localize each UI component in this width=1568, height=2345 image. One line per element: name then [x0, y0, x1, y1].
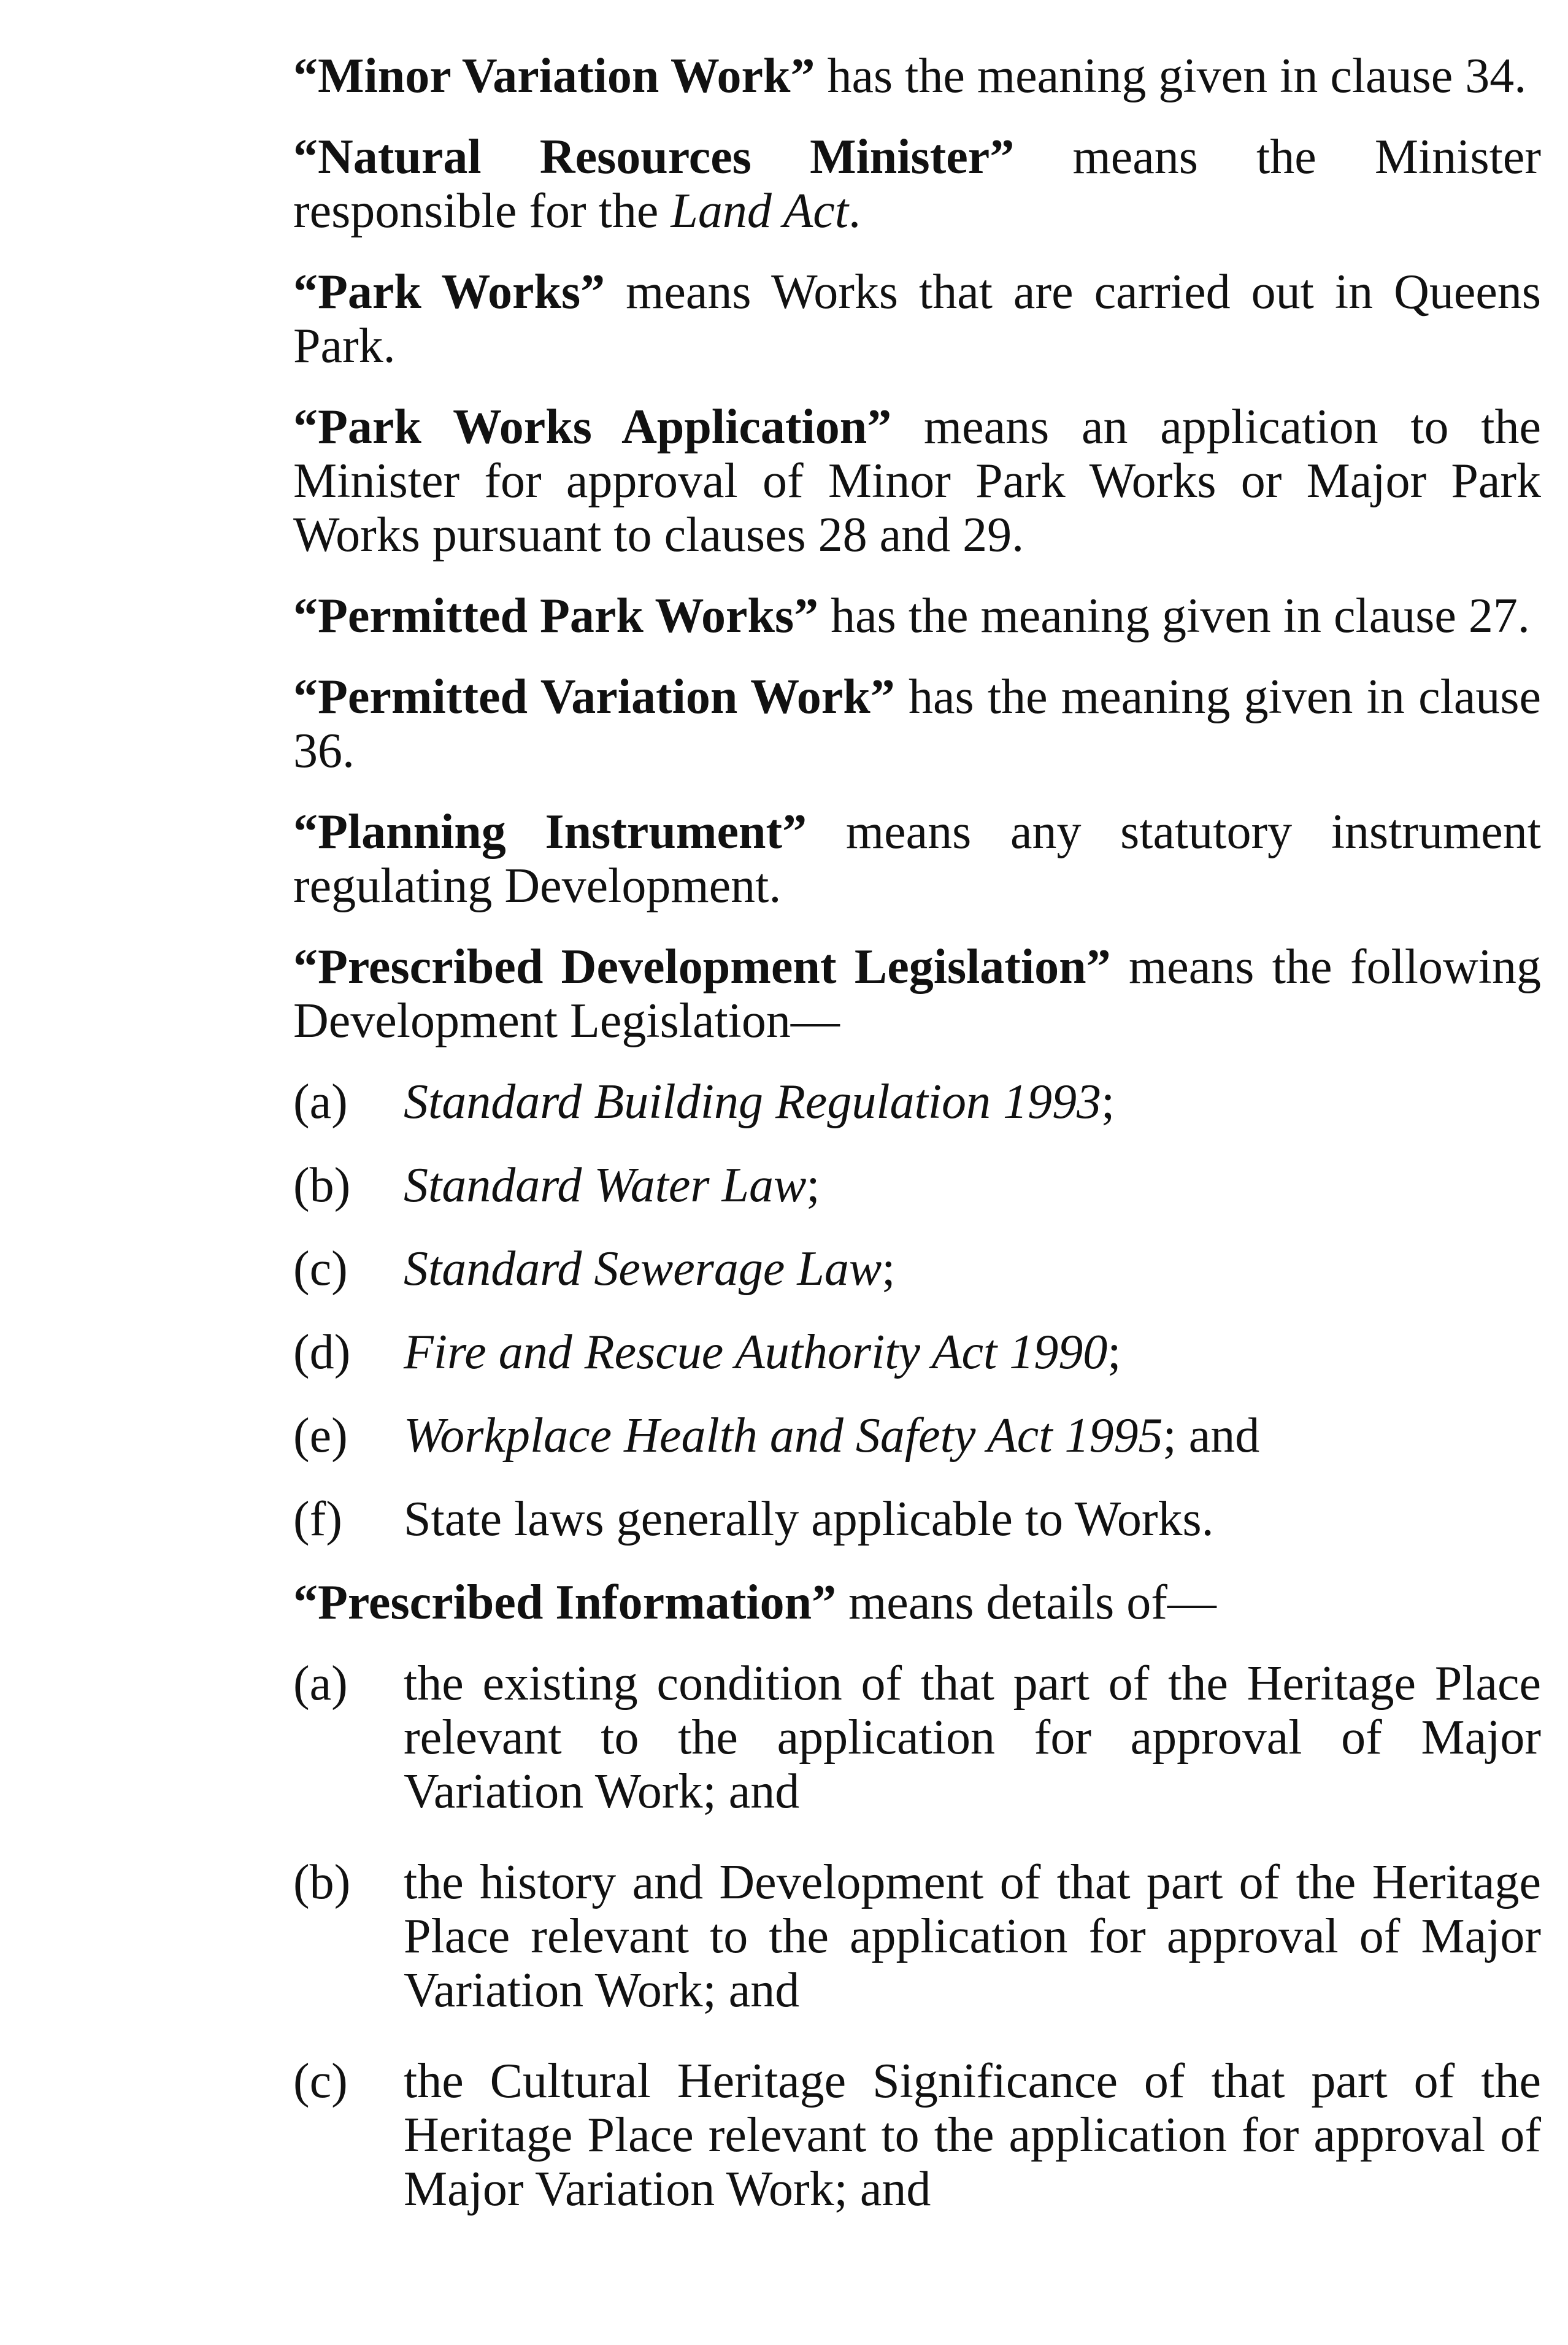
item-suffix: ; [1107, 1325, 1121, 1379]
list-item [293, 2054, 1541, 2216]
definition-park-works [293, 265, 1541, 373]
definition-text: has the meaning given in clause 36. [293, 670, 1541, 778]
list-item [293, 1158, 1541, 1212]
definition-text: means an application to the Minister for approval of Minor Park Works or Major Park Works pursuant to clauses 28 and 29. [293, 400, 1541, 562]
definition-prescribed-development-legislation [293, 940, 1541, 1048]
definition-text: means details of— [836, 1576, 1216, 1630]
item-suffix: ; [882, 1242, 896, 1296]
definition-planning-instrument [293, 805, 1541, 913]
item-number: (b) [293, 1855, 351, 1909]
definition-minor-variation-work [293, 49, 1541, 103]
act-title: Standard Sewerage Law [404, 1242, 882, 1296]
item-number: (f) [293, 1492, 342, 1546]
definition-text: means the Minister responsible for the [293, 130, 1542, 238]
definition-park-works-application [293, 400, 1541, 562]
defined-term: “Park Works Application” [293, 400, 892, 454]
definition-permitted-park-works [293, 589, 1541, 643]
defined-term: “Prescribed Information” [293, 1576, 837, 1630]
defined-term: “Park Works” [293, 265, 605, 319]
list-item [293, 1325, 1541, 1379]
defined-term: “Minor Variation Work” [293, 49, 815, 103]
definition-text-end: . [848, 184, 861, 238]
act-title: Standard Building Regulation 1993 [404, 1075, 1101, 1129]
definition-natural-resources-minister [293, 130, 1541, 238]
item-suffix: ; [1101, 1075, 1115, 1129]
definition-prescribed-information [293, 1576, 1541, 1630]
defined-term: “Prescribed Development Legislation” [293, 940, 1111, 994]
definition-text: means the following Development Legislation— [293, 940, 1542, 1048]
document-page [293, 49, 1541, 2253]
defined-term: “Natural Resources Minister” [293, 130, 1015, 184]
item-number: (a) [293, 1657, 348, 1711]
list-item [293, 1855, 1541, 2017]
list-item [293, 1242, 1541, 1296]
information-list [293, 1657, 1541, 2216]
act-title: Workplace Health and Safety Act 1995 [404, 1409, 1163, 1463]
item-number: (c) [293, 2054, 348, 2108]
item-text: the Cultural Heritage Significance of that part of the Heritage Place relevant to the application for approval of Major Variation Work; and [404, 2054, 1541, 2216]
list-item [293, 1492, 1541, 1546]
defined-term: “Planning Instrument” [293, 805, 807, 859]
list-item [293, 1409, 1541, 1463]
list-item [293, 1657, 1541, 1819]
act-title: Land Act [671, 184, 849, 238]
definition-permitted-variation-work [293, 670, 1541, 778]
definition-text: has the meaning given in clause 27. [818, 589, 1530, 643]
item-number: (e) [293, 1409, 348, 1463]
item-text: State laws generally applicable to Works. [404, 1492, 1214, 1546]
defined-term: “Permitted Variation Work” [293, 670, 895, 724]
item-number: (d) [293, 1325, 351, 1379]
act-title: Fire and Rescue Authority Act 1990 [404, 1325, 1108, 1379]
item-number: (b) [293, 1158, 351, 1212]
definition-text: means any statutory instrument regulating Development. [293, 805, 1542, 913]
item-suffix: ; [806, 1158, 820, 1212]
item-number: (c) [293, 1242, 348, 1296]
defined-term: “Permitted Park Works” [293, 589, 819, 643]
act-title: Standard Water Law [404, 1158, 807, 1212]
item-text: the history and Development of that part of the Heritage Place relevant to the application for approval of Major Variation Work; and [404, 1855, 1541, 2017]
definition-text: means Works that are carried out in Queens Park. [293, 265, 1542, 373]
legislation-list [293, 1075, 1541, 1546]
list-item [293, 1075, 1541, 1129]
item-text: the existing condition of that part of the Heritage Place relevant to the application for approval of Major Variation Work; and [404, 1657, 1541, 1819]
item-suffix: ; and [1163, 1409, 1260, 1463]
definition-text: has the meaning given in clause 34. [815, 49, 1527, 103]
item-number: (a) [293, 1075, 348, 1129]
